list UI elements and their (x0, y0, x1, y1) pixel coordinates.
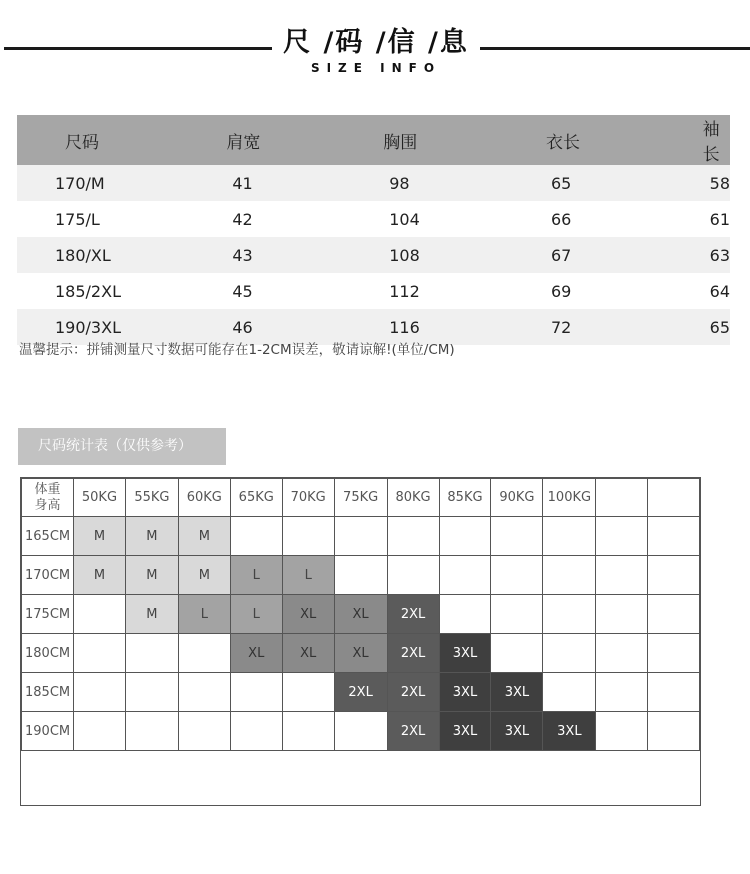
size-cell (543, 634, 596, 673)
col-header: 袖长 (655, 115, 730, 165)
size-cell (178, 712, 230, 751)
header-line-right (480, 47, 750, 50)
size-cell: 3XL (439, 634, 491, 673)
table-cell: 98 (331, 165, 494, 201)
size-table-header (17, 115, 730, 165)
col-header: 衣长 (494, 115, 655, 165)
table-cell: 65 (655, 309, 730, 345)
weight-header-cell: 80KG (387, 479, 439, 517)
weight-header-cell: 70KG (282, 479, 334, 517)
size-cell: 2XL (387, 712, 439, 751)
size-cell: 3XL (439, 673, 491, 712)
size-cell: XL (230, 634, 282, 673)
size-cell (491, 634, 543, 673)
size-cell (125, 634, 178, 673)
weight-header-cell: 85KG (439, 479, 491, 517)
size-cell (282, 517, 334, 556)
size-cell (73, 634, 125, 673)
table-cell: 41 (174, 165, 331, 201)
size-cell (543, 595, 596, 634)
size-cell (543, 556, 596, 595)
grid-blank-row (21, 751, 700, 803)
size-cell: L (230, 595, 282, 634)
weight-axis-label: 体重 (34, 481, 61, 497)
size-cell: M (178, 556, 230, 595)
size-cell (73, 673, 125, 712)
height-header-cell: 175CM (22, 595, 74, 634)
size-cell (125, 712, 178, 751)
size-cell: M (178, 517, 230, 556)
page-title: 尺 /码 /信 /息 (283, 27, 469, 58)
table-cell: 66 (494, 201, 655, 237)
grid-row (22, 595, 700, 634)
size-cell (648, 517, 700, 556)
size-cell: M (73, 517, 125, 556)
size-cell (648, 556, 700, 595)
size-cell (648, 634, 700, 673)
size-cell: M (125, 556, 178, 595)
table-cell: 61 (655, 201, 730, 237)
size-cell (596, 712, 648, 751)
grid-header-row (22, 479, 700, 517)
table-cell: 67 (494, 237, 655, 273)
size-cell: XL (334, 595, 387, 634)
size-cell (491, 595, 543, 634)
table-cell: 43 (174, 237, 331, 273)
size-cell (648, 673, 700, 712)
size-cell: M (73, 556, 125, 595)
size-cell (439, 595, 491, 634)
size-cell (596, 595, 648, 634)
size-cell: 3XL (491, 712, 543, 751)
table-cell: 45 (174, 273, 331, 309)
size-cell (439, 517, 491, 556)
size-cell (178, 634, 230, 673)
size-cell (125, 673, 178, 712)
size-cell (439, 556, 491, 595)
grid-row (22, 673, 700, 712)
table-cell: 175/L (17, 201, 174, 237)
table-cell: 72 (494, 309, 655, 345)
size-cell: L (178, 595, 230, 634)
size-cell: 2XL (387, 673, 439, 712)
size-cell (543, 673, 596, 712)
size-cell (230, 517, 282, 556)
weight-header-cell: 50KG (73, 479, 125, 517)
height-header-cell: 190CM (22, 712, 74, 751)
table-cell: 170/M (17, 165, 174, 201)
size-cell: 2XL (387, 634, 439, 673)
size-cell (73, 712, 125, 751)
grid-corner-cell (22, 479, 74, 517)
height-header-cell: 185CM (22, 673, 74, 712)
size-cell (334, 517, 387, 556)
size-table (17, 115, 730, 345)
size-cell: 3XL (439, 712, 491, 751)
table-cell: 64 (655, 273, 730, 309)
table-cell: 112 (331, 273, 494, 309)
size-cell: 2XL (387, 595, 439, 634)
table-cell: 180/XL (17, 237, 174, 273)
stats-section-label: 尺码统计表（仅供参考） (18, 428, 226, 465)
height-header-cell: 170CM (22, 556, 74, 595)
weight-header-cell: 55KG (125, 479, 178, 517)
height-axis-label: 身高 (34, 497, 61, 513)
size-cell (230, 712, 282, 751)
height-header-cell: 165CM (22, 517, 74, 556)
grid-row (22, 634, 700, 673)
table-row (17, 273, 730, 309)
size-cell (596, 556, 648, 595)
table-row (17, 237, 730, 273)
size-cell (596, 673, 648, 712)
height-header-cell: 180CM (22, 634, 74, 673)
table-row (17, 201, 730, 237)
weight-header-cell (648, 479, 700, 517)
weight-header-cell: 65KG (230, 479, 282, 517)
table-cell: 65 (494, 165, 655, 201)
col-header: 肩宽 (174, 115, 331, 165)
table-cell: 58 (655, 165, 730, 201)
page-subtitle: SIZE INFO (310, 61, 442, 75)
weight-header-cell: 100KG (543, 479, 596, 517)
size-cell (387, 517, 439, 556)
weight-header-cell (596, 479, 648, 517)
size-cell: M (125, 517, 178, 556)
table-cell: 185/2XL (17, 273, 174, 309)
size-cell (491, 517, 543, 556)
header-line-left (4, 47, 272, 50)
size-cell: XL (334, 634, 387, 673)
table-row (17, 165, 730, 201)
size-cell (334, 556, 387, 595)
table-cell: 116 (331, 309, 494, 345)
size-cell (282, 673, 334, 712)
size-cell: M (125, 595, 178, 634)
size-stats-table (21, 478, 700, 751)
measurement-tip: 温馨提示：拼铺测量尺寸数据可能存在1-2CM误差，敬请谅解!(单位/CM) (19, 342, 455, 358)
table-cell: 46 (174, 309, 331, 345)
size-cell (334, 712, 387, 751)
size-cell: L (230, 556, 282, 595)
size-cell (491, 556, 543, 595)
size-stats-grid (20, 477, 701, 806)
weight-header-cell: 75KG (334, 479, 387, 517)
col-header: 胸围 (331, 115, 494, 165)
size-cell (73, 595, 125, 634)
size-cell (596, 634, 648, 673)
table-cell: 108 (331, 237, 494, 273)
size-cell (596, 517, 648, 556)
table-cell: 69 (494, 273, 655, 309)
table-cell: 63 (655, 237, 730, 273)
table-cell: 104 (331, 201, 494, 237)
weight-header-cell: 60KG (178, 479, 230, 517)
size-cell: 2XL (334, 673, 387, 712)
size-cell (282, 712, 334, 751)
size-cell: XL (282, 595, 334, 634)
size-cell (648, 595, 700, 634)
table-cell: 190/3XL (17, 309, 174, 345)
grid-row (22, 517, 700, 556)
weight-header-cell: 90KG (491, 479, 543, 517)
size-cell: 3XL (543, 712, 596, 751)
table-cell: 42 (174, 201, 331, 237)
size-cell (648, 712, 700, 751)
col-header: 尺码 (17, 115, 174, 165)
size-cell: L (282, 556, 334, 595)
grid-row (22, 556, 700, 595)
size-cell (387, 556, 439, 595)
size-cell: XL (282, 634, 334, 673)
size-cell: 3XL (491, 673, 543, 712)
size-cell (178, 673, 230, 712)
grid-row (22, 712, 700, 751)
size-cell (543, 517, 596, 556)
size-cell (230, 673, 282, 712)
